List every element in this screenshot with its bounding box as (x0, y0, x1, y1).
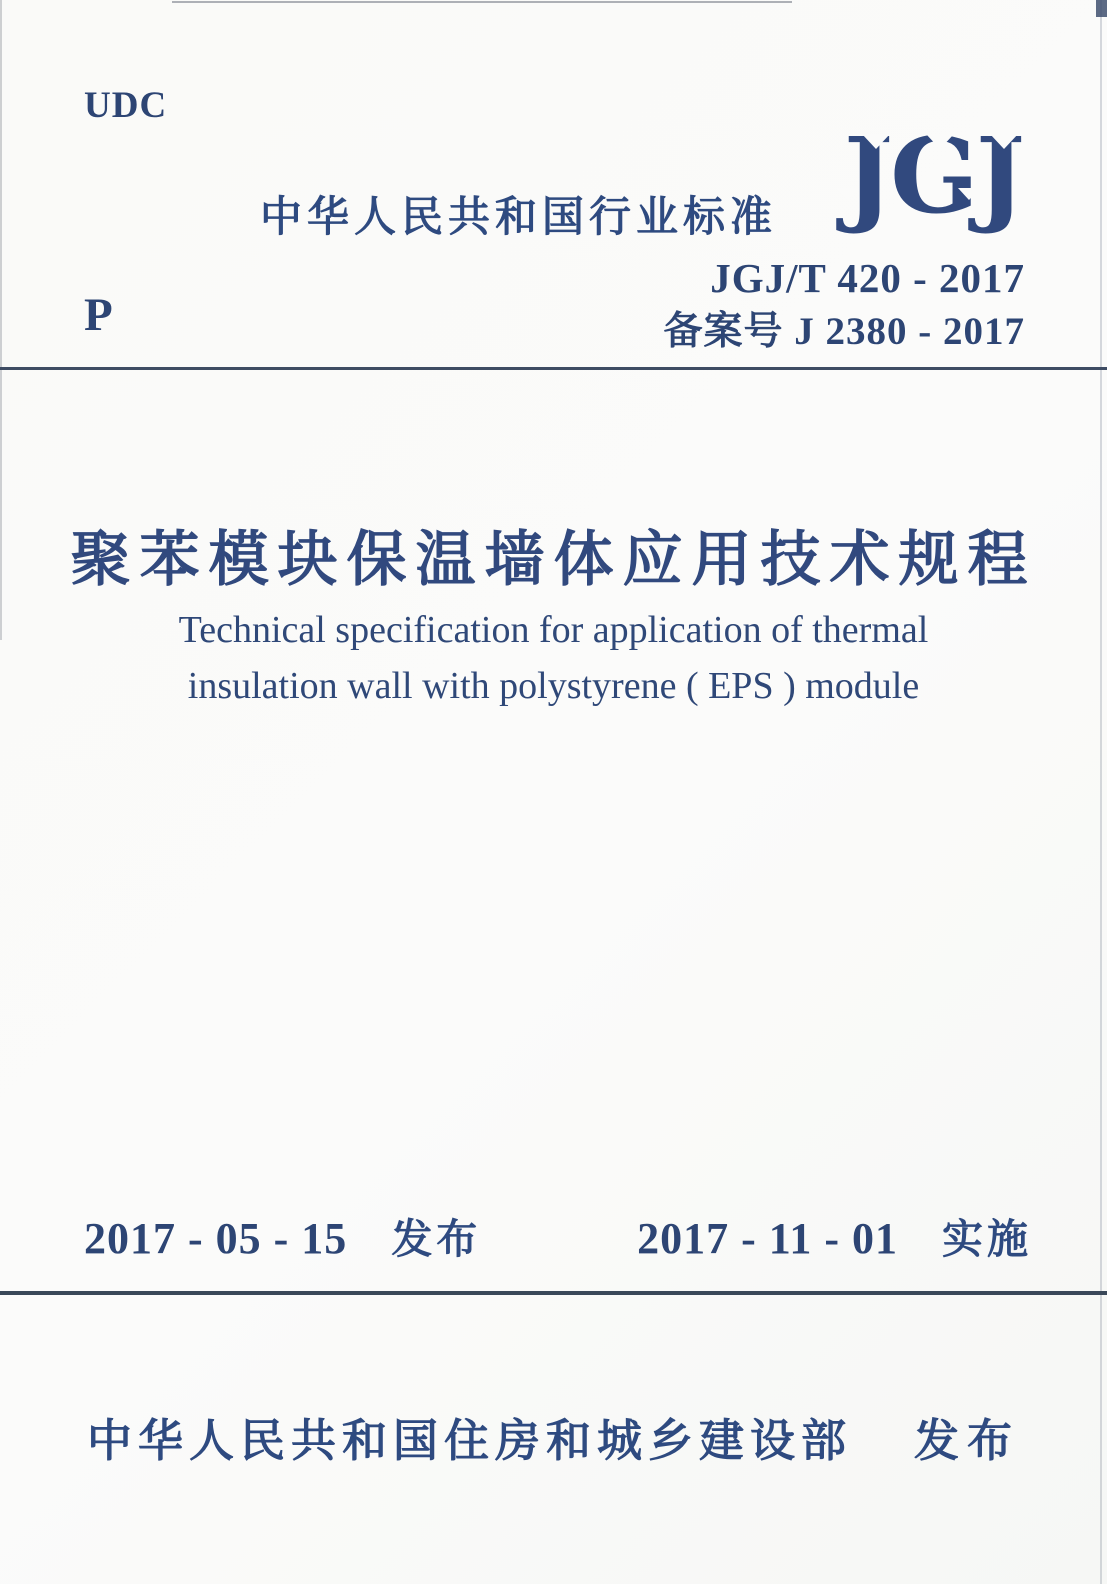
jgj-logo-bevel-icon (958, 188, 980, 200)
issue-date-label: 发布 (391, 1216, 482, 1262)
jgj-logo-bevel-icon (926, 134, 954, 149)
scan-artifact-right-edge (1100, 0, 1102, 1584)
issue-date: 2017 - 05 - 15 (84, 1214, 348, 1263)
standard-type-heading: 中华人民共和国行业标准 (260, 193, 778, 240)
publisher-name: 中华人民共和国住房和城乡建设部 (86, 1415, 852, 1466)
jgj-logo-bevel-icon (836, 188, 858, 200)
udc-label: UDC (84, 85, 168, 126)
jgj-logo-text: JGJ (843, 114, 1023, 237)
record-number: 备案号 J 2380 - 2017 (663, 310, 1025, 353)
issue-date-group (84, 1206, 481, 1265)
document-title-en-line1: Technical specification for application of thermal (178, 609, 929, 651)
classification-code: P (84, 289, 113, 341)
document-title-en (0, 602, 1107, 714)
document-title-en-line2: insulation wall with polystyrene ( EPS ) module (187, 665, 920, 707)
standard-number: JGJ/T 420 - 2017 (710, 255, 1025, 301)
jgj-logo-bevel-icon (862, 134, 890, 149)
jgj-logo-bevel-icon (990, 134, 1018, 149)
implement-date-group (637, 1206, 1032, 1265)
footer-divider-rule (0, 1291, 1107, 1295)
implement-date-label: 实施 (942, 1216, 1032, 1262)
scan-artifact-corner (1096, 0, 1107, 17)
document-title-zh: 聚苯模块保温墙体应用技术规程 (70, 527, 1037, 593)
publisher-row (0, 1404, 1107, 1469)
jgj-logo (830, 114, 1036, 237)
publisher-publish-label: 发布 (914, 1415, 1021, 1466)
implement-date: 2017 - 11 - 01 (637, 1214, 898, 1263)
scan-artifact-top-line (172, 1, 792, 3)
header-divider-rule (0, 367, 1107, 370)
